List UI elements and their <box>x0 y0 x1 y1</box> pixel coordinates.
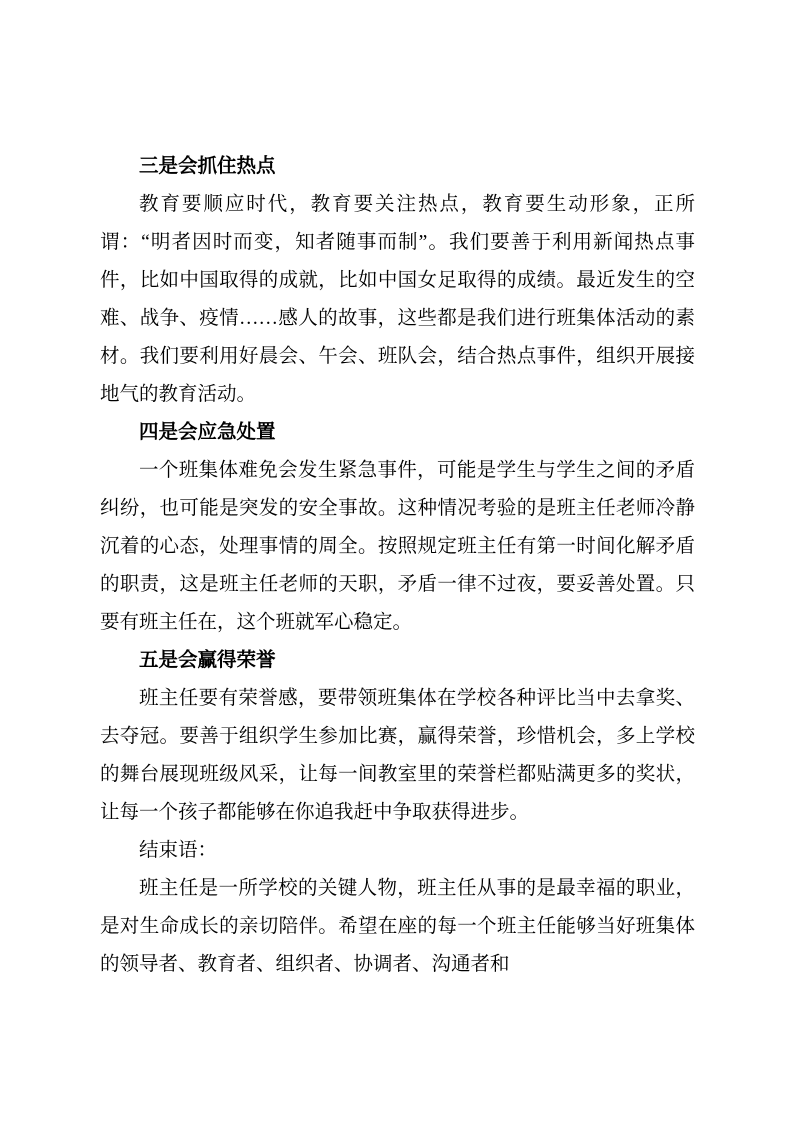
paragraph: 班主任要有荣誉感，要带领班集体在学校各种评比当中去拿奖、去夺冠。要善于组织学生参加比赛，赢得荣誉，珍惜机会，多上学校的舞台展现班级风采，让每一间教室里的荣誉栏都贴满更多的奖状，让每一个孩子都能够在你追我赶中争取获得进步。 <box>100 688 695 823</box>
paragraph: 教育要顺应时代，教育要关注热点，教育要生动形象，正所谓：“明者因时而变，知者随事而制”。我们要善于利用新闻热点事件，比如中国取得的成就，比如中国女足取得的成绩。最近发生的空难、战争、疫情……感人的故事，这些都是我们进行班集体活动的素材。我们要利用好晨会、午会、班队会，结合热点事件，组织开展接地气的教育活动。 <box>100 194 695 405</box>
section-heading: 五是会赢得荣誉 <box>139 650 276 671</box>
section-heading: 四是会应急处置 <box>139 422 276 443</box>
paragraph-closing-label: 结束语： <box>139 840 218 861</box>
paragraph: 班主任是一所学校的关键人物，班主任从事的是最幸福的职业，是对生命成长的亲切陪伴。希望在座的每一个班主任能够当好班集体的领导者、教育者、组织者、协调者、沟通者和 <box>100 878 695 975</box>
section-heading: 三是会抓住热点 <box>139 156 276 177</box>
paragraph: 一个班集体难免会发生紧急事件，可能是学生与学生之间的矛盾纠纷，也可能是突发的安全事故。这种情况考验的是班主任老师冷静沉着的心态，处理事情的周全。按照规定班主任有第一时间化解矛盾的职责，这是班主任老师的天职，矛盾一律不过夜，要妥善处置。只要有班主任在，这个班就军心稳定。 <box>100 460 695 633</box>
